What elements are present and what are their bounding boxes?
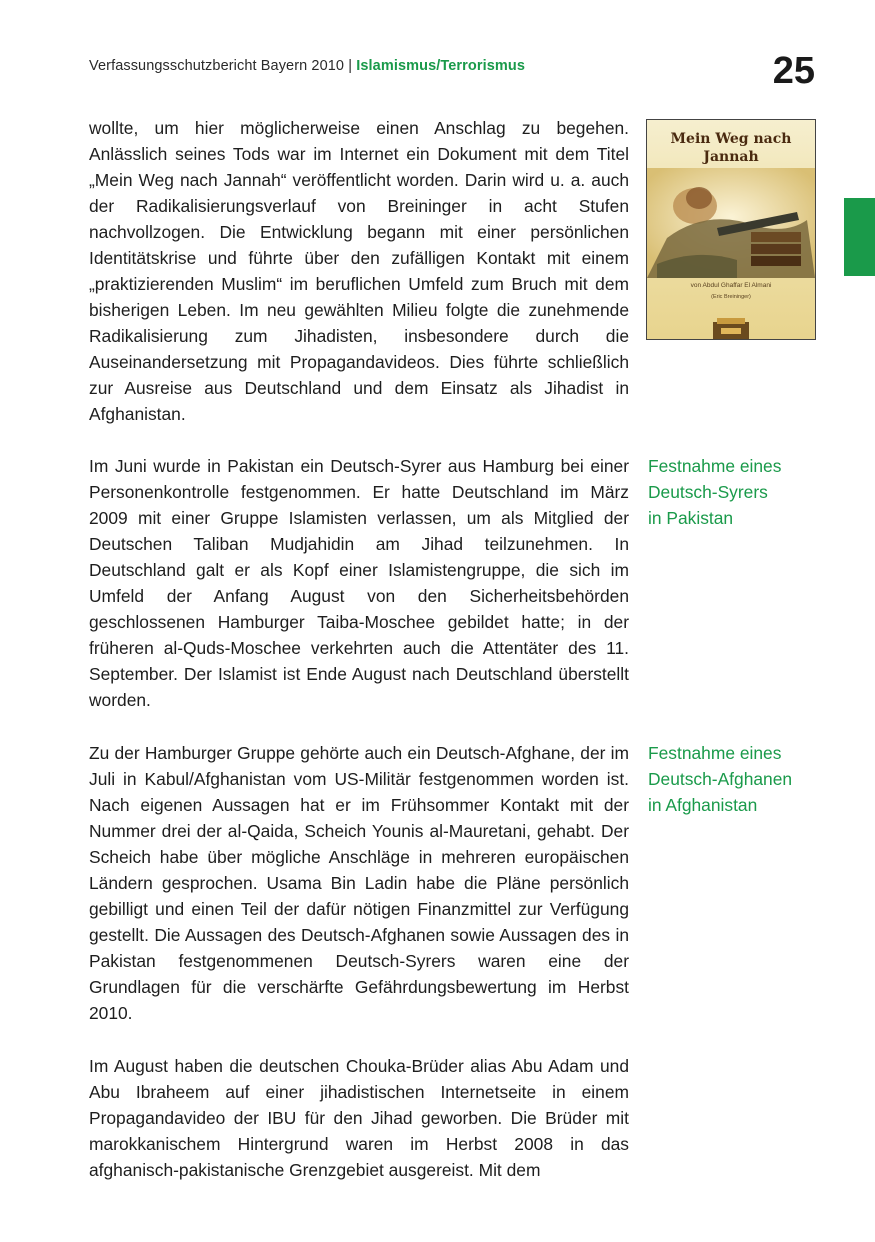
margin-note-line: Deutsch-Afghanen <box>648 769 793 789</box>
book-cover-title <box>647 130 815 166</box>
margin-note-line: Deutsch-Syrers <box>648 482 768 502</box>
header-section: Islamismus/Terrorismus <box>356 58 526 74</box>
header-title: Verfassungsschutzbericht Bayern 2010 <box>89 58 345 74</box>
book-cover-title-line2: Jannah <box>703 149 759 165</box>
margin-note-line: Festnahme eines <box>648 456 782 476</box>
paragraph-4: Im August haben die deutschen Chouka-Brüder alias Abu Adam und Abu Ibraheem auf einer jihadistischen Internetseite in einem Propagandavideo der IBU für den Jihad geworben. Die Brüder mit marokkanischem Hintergrund waren im Herbst 2008 in das afghanisch-pakistanische Grenzgebiet ausgereist. Mit dem <box>89 1056 629 1180</box>
page-number: 25 <box>772 50 815 92</box>
book-cover-image <box>646 119 816 340</box>
book-cover-subtitle: (Eric Breininger) <box>711 294 751 300</box>
margin-note-line: in Afghanistan <box>648 795 758 815</box>
paragraph-3: Zu der Hamburger Gruppe gehörte auch ein Deutsch-Afghane, der im Juli in Kabul/Afghanistan vom US-Militär festgenommen worden ist. Nach eigenen Aussagen hat er im Frühsommer Kontakt mit der Nummer drei der al-Qaida, Scheich Younis al-Mauretani, gehabt. Der Scheich habe über mögliche Anschläge in mehreren europäischen Ländern gesprochen. Usama Bin Ladin habe die Pläne persönlich gebilligt und einen Teil der dafür nötigen Finanzmittel zur Verfügung gestellt. Die Aussagen des Deutsch-Afghanen sowie Aussagen des in Pakistan festgenommenen Deutsch-Syrers waren eine der Grundlagen für die verschärfte Gefährdungsbewertung im Herbst 2010. <box>89 743 629 1023</box>
header-separator: | <box>348 58 353 74</box>
paragraph-2: Im Juni wurde in Pakistan ein Deutsch-Syrer aus Hamburg bei einer Personenkontrolle festgenommen. Er hatte Deutschland im März 2009 mit einer Gruppe Islamisten verlassen, um als Mitglied der Deutschen Taliban Mudjahidin am Jihad teilzunehmen. In Deutschland galt er als Kopf einer Islamistengruppe, die sich im Umfeld der Anfang August von den Sicherheitsbehörden geschlossenen Hamburger Taiba-Moschee gebildet hatte; in der früheren al-Quds-Moschee verkehrten auch die Attentäter des 11. September. Der Islamist ist Ende August nach Deutschland überstellt worden. <box>89 456 629 710</box>
margin-note-arrest-syrian <box>648 453 828 531</box>
margin-note-line: in Pakistan <box>648 508 734 528</box>
book-cover-author: von Abdul Ghaffar El Almani <box>690 282 772 289</box>
book-cover-title-line1: Mein Weg nach <box>670 131 792 147</box>
margin-note-arrest-afghan <box>648 740 828 818</box>
margin-note-line: Festnahme eines <box>648 743 782 763</box>
chapter-tab-marker <box>844 198 875 276</box>
running-header <box>89 58 525 74</box>
paragraph-1: wollte, um hier möglicherweise einen Anschlag zu begehen. Anlässlich seines Tods war im Internet ein Dokument mit dem Titel „Mein Weg nach Jannah“ veröffentlicht worden. Darin wird u. a. auch der Radikalisierungsverlauf von Breininger in acht Stufen nachvollzogen. Die Entwicklung begann mit einer persönlichen Identitätskrise und führte über den zufälligen Kontakt mit einem „praktizierenden Muslim“ im beruflichen Umfeld zum Bruch mit dem bisherigen Leben. Im neu gewählten Milieu folgte die zunehmende Radikalisierung zum Jihadisten, insbesondere durch die Auseinandersetzung mit Propagandavideos. Dies führte schließlich zur Ausreise aus Deutschland und dem Einsatz als Jihadist in Afghanistan. <box>89 118 629 424</box>
book-cover-emblem <box>713 318 749 339</box>
book-cover-artwork <box>647 168 815 278</box>
